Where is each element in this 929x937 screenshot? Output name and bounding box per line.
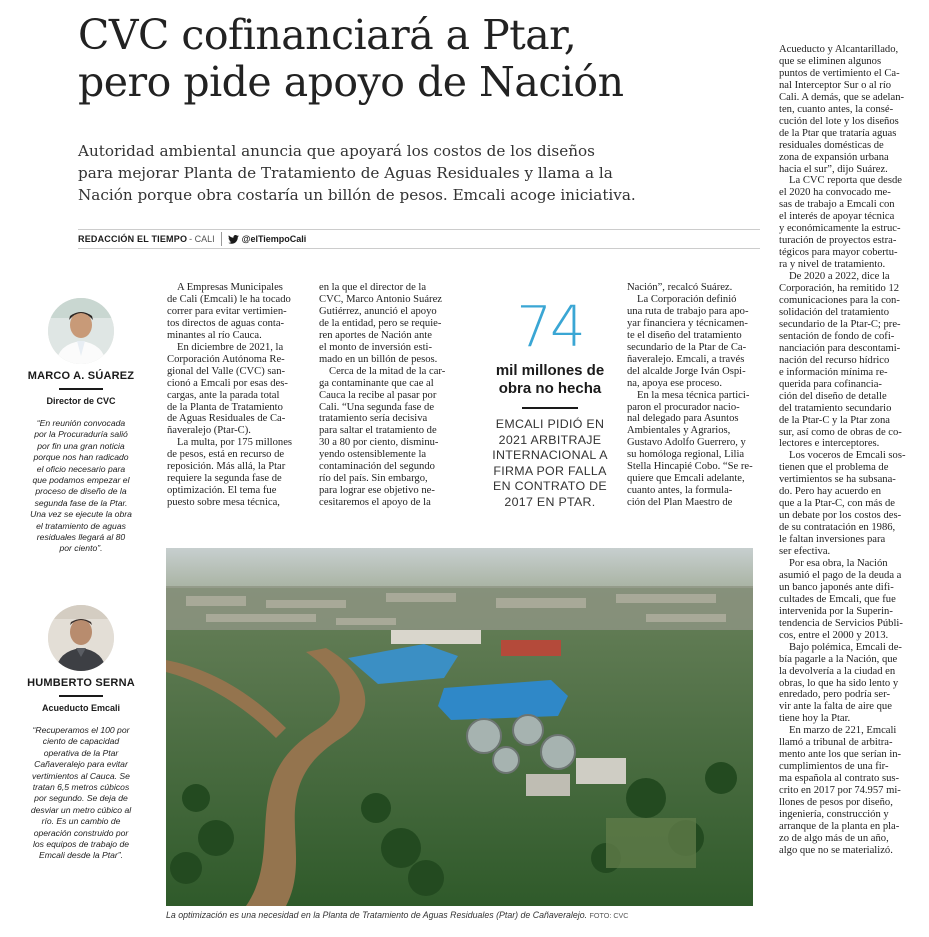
article-line: ga contaminante que cae al	[319, 377, 434, 389]
quote-line: ciento de capacidad	[42, 736, 120, 747]
article-line: de pesos, está en recurso de	[167, 449, 285, 461]
quote-line: “Recuperamos el 100 por	[32, 725, 130, 735]
article-line: cionó a Emcali por esas des-	[167, 377, 288, 389]
stat-unit	[484, 362, 616, 398]
stat-desc-line: INTERNACIONAL A	[492, 448, 608, 462]
article-line: río del país. Sin embargo,	[319, 473, 428, 485]
article-line: del alcalde Jorge Iván Ospi-	[627, 365, 746, 377]
article-line: zo de algo más de un año,	[779, 832, 889, 844]
article-line: tratamiento sería decisiva	[319, 413, 428, 425]
byline-twitter[interactable]	[228, 234, 307, 244]
article-line: yar financiera y técnicamen-	[627, 317, 748, 329]
profile-divider	[59, 388, 103, 390]
byline	[78, 229, 760, 249]
profile-quote	[12, 418, 150, 555]
article-line: te el diseño del tratamiento	[627, 329, 742, 341]
article-line: mento ante los que serían in-	[779, 749, 902, 761]
article-line: cución del lote y los diseños	[779, 115, 899, 127]
article-line: obras, lo que ha sido lento y	[779, 677, 899, 689]
article-line: asumió el pago de la deuda a	[779, 569, 902, 581]
quote-line: desviar un metro cúbico al	[30, 804, 132, 815]
headline-line-2: pero pide apoyo de Nación	[78, 58, 624, 106]
quote-line: segunda fase de la Ptar.	[34, 497, 128, 508]
profile-card-1	[12, 298, 150, 555]
article-line: Bajo polémica, Emcali de-	[789, 641, 902, 653]
profile-quote	[12, 725, 150, 862]
article-line: que se eliminen algunos	[779, 55, 882, 67]
photo-credit: FOTO: CVC	[589, 911, 629, 920]
article-line: crito en 2017 por 74.957 mi-	[779, 785, 901, 797]
article-line: en la que el director de la	[319, 282, 427, 293]
article-line: ñaveralejo (Ptar-C).	[167, 425, 251, 437]
article-line: una ruta de trabajo para apo-	[627, 305, 749, 317]
stat-divider	[522, 407, 578, 409]
article-line: de la Ptar-C y la Ptar zona	[779, 414, 890, 426]
article-line: del tratamiento secundario	[779, 402, 892, 414]
article-line: yendo ostensiblemente la	[319, 449, 427, 461]
article-line: secundario de la Ptar de Ca-	[627, 341, 747, 353]
article-line: correr para evitar vertimien-	[167, 305, 287, 317]
article-line: cos, entre el 2000 y 2013.	[779, 629, 889, 641]
article-line: le faltan inversiones para	[779, 534, 886, 546]
article-line: el monto de inversión esti-	[319, 341, 432, 353]
article-line: un banco japonés ante difi-	[779, 581, 894, 593]
quote-line: los equipos de trabajo de	[32, 839, 130, 850]
article-column-4	[779, 44, 922, 857]
article-line: Cauca la recibe al pasar por	[319, 389, 437, 401]
byline-city: - CALI	[189, 234, 215, 244]
article-line: Corporación Autónoma Re-	[167, 353, 285, 365]
stat-desc-line: EMCALI PIDIÓ EN	[495, 417, 605, 431]
article-line: de la Ptar que trataría aguas	[779, 127, 897, 139]
article-line: ma española al contrato sus-	[779, 773, 900, 785]
article-line: La CVC reporta que desde	[789, 175, 902, 187]
article-line: hacia el sur”, dijo Suárez.	[779, 163, 888, 175]
article-line: ñaveralejo. Emcali, a través	[627, 353, 745, 365]
caption-text: La optimización es una necesidad en la Planta de Tratamiento de Aguas Residuales (Ptar) de Cañaveralejo.	[166, 910, 588, 920]
quote-line: Emcali desde la Ptar”.	[38, 850, 124, 861]
byline-agency: REDACCIÓN EL TIEMPO	[78, 234, 188, 244]
lead-line-1: Autoridad ambiental anuncia que apoyará los costos de los diseños	[78, 142, 595, 160]
article-line: residuales domésticas de	[779, 139, 884, 151]
article-line: de Aguas Residuales de Ca-	[167, 413, 286, 425]
twitter-icon	[228, 235, 239, 244]
stat-unit-line: mil millones de	[495, 362, 605, 379]
article-line: Ambientales y Agrarios,	[627, 425, 731, 437]
article-line: lectores e interceptores.	[779, 438, 880, 450]
article-line: Corporación, ha remitido 12	[779, 283, 900, 295]
quote-line: Una vez se ejecute la obra	[30, 509, 132, 520]
article-line: vir ante la falta de aire que	[779, 701, 892, 713]
quote-line: operativa de la Ptar	[43, 747, 119, 758]
profile-name: HUMBERTO SERNA	[27, 677, 135, 689]
article-line: ra y nivel de tratamiento.	[779, 259, 886, 271]
article-line: cultades de Emcali, que fue	[779, 593, 896, 605]
quote-line: por ciento”.	[59, 543, 103, 554]
avatar	[48, 298, 114, 364]
article-line: nal delegado para Asuntos	[627, 413, 739, 425]
profile-role: Acueducto Emcali	[41, 703, 121, 713]
article-line: nanciación para descontami-	[779, 342, 901, 354]
byline-divider	[221, 232, 222, 246]
article-line: nal Interceptor Sur o al río	[779, 79, 892, 91]
article-line: ción del Plan Maestro de	[627, 497, 733, 509]
article-line: sur, así como de obras de co-	[779, 426, 902, 438]
article-line: cumplimientos de una fir-	[779, 761, 889, 773]
article-line: ingeniería, construcción y	[779, 809, 889, 820]
article-line: y económicamente la estruc-	[779, 223, 901, 235]
article-line: quiere que Emcali adelante,	[627, 473, 745, 485]
article-line: En marzo de 221, Emcali	[789, 725, 897, 737]
article-line: mado en un billón de pesos.	[319, 353, 438, 365]
article-line: la devolvería a la ciudad en	[779, 665, 896, 677]
profile-card-2	[12, 605, 150, 862]
article-line: enredado, pero podría ser-	[779, 689, 890, 701]
avatar	[48, 605, 114, 671]
profile-divider	[59, 695, 103, 697]
lead-line-2: para mejorar Planta de Tratamiento de Aguas Residuales y llama a la	[78, 164, 613, 182]
lead-line-3: Nación porque obra costaría un billón de pesos. Emcali acoge iniciativa.	[78, 186, 636, 204]
article-line: sas de trabajo a Emcali con	[779, 199, 895, 211]
article-line: el 2020 ha convocado me-	[779, 187, 891, 199]
quote-line: vertimientos al Cauca. Se	[32, 770, 130, 781]
article-line: de su contratación en 1986,	[779, 522, 896, 534]
quote-line: porque nos han radicado	[33, 452, 129, 463]
quote-line: el oficio necesario para	[36, 463, 126, 474]
article-line: de Cali (Emcali) le ha tocado	[167, 293, 291, 305]
article-line: tendencia de Servicios Públi-	[779, 617, 903, 629]
article-line: na, apoya ese proceso.	[627, 377, 723, 389]
stat-number: 74	[516, 295, 584, 360]
article-line: La multa, por 175 millones	[177, 437, 293, 449]
twitter-handle: @elTiempoCali	[241, 234, 307, 244]
article-line: querida para cofinancia-	[779, 378, 882, 390]
article-column-1	[167, 282, 310, 509]
article-line: 30 a 80 por ciento, disminu-	[319, 437, 439, 449]
article-line: paron el procurador nacio-	[627, 401, 740, 413]
stat-description	[484, 417, 616, 510]
stat-desc-line: FIRMA POR FALLA	[493, 463, 607, 478]
article-line: Gutiérrez, anunció el apoyo	[319, 305, 437, 317]
article-line: comunicaciones para la con-	[779, 295, 900, 307]
article-line: el interés de apoyar técnica	[779, 211, 895, 223]
article-line: En la mesa técnica partici-	[637, 389, 750, 401]
article-line: e información mínima re-	[779, 366, 888, 378]
stat-callout	[484, 295, 616, 510]
article-line: turación de proyectos estra-	[779, 235, 897, 247]
article-line: contaminación del segundo	[319, 461, 435, 473]
article-line: reposición. Más allá, la Ptar	[167, 461, 286, 473]
article-line: tégicos para mayor cobertu-	[779, 247, 898, 259]
article-line: A Empresas Municipales	[177, 282, 283, 293]
article-column-2	[319, 282, 462, 509]
article-line: sentación de fondo de cofi-	[779, 330, 895, 342]
article-line: ren aportes de Nación ante	[319, 329, 432, 341]
article-line: En diciembre de 2021, la	[177, 341, 284, 353]
article-line: intervenida por la Superin-	[779, 605, 893, 617]
quote-line: Cañaveralejo para evitar	[34, 759, 128, 770]
article-line: De 2020 a 2022, dice la	[789, 271, 890, 283]
article-line: bía pagarle a la Nación, que	[779, 653, 898, 665]
article-line: tos directos de aguas conta-	[167, 317, 285, 329]
article-line: CVC, Marco Antonio Suárez	[319, 293, 442, 305]
article-line: cesitaremos el apoyo de la	[319, 497, 431, 509]
quote-line: tratan 6,5 metros cúbicos	[32, 782, 130, 793]
article-line: Los voceros de Emcali sos-	[789, 450, 906, 462]
article-line: gional del Valle (CVC) san-	[167, 365, 286, 377]
article-line: Acueducto y Alcantarillado,	[779, 44, 899, 55]
quote-line: que podamos empezar el	[32, 475, 130, 486]
article-line: solidación del tratamiento	[779, 306, 890, 318]
lead-paragraph	[78, 140, 758, 206]
stat-unit-line: obra no hecha	[498, 380, 602, 397]
article-line: para saltar el tratamiento de	[319, 425, 437, 437]
article-line: arranque de la planta en pla-	[779, 820, 900, 832]
photo-caption	[166, 910, 629, 920]
article-line: puntos de vertimiento el Ca-	[779, 67, 900, 79]
article-line: do. Pero hay acuerdo en	[779, 486, 882, 498]
article-line: Cerca de la mitad de la car-	[329, 365, 446, 377]
article-line: zona de expansión urbana	[779, 151, 889, 163]
headline	[78, 12, 758, 106]
article-line: secundario de la Ptar-C; pre-	[779, 318, 901, 330]
article-line: Cali. “Una segunda fase de	[319, 401, 435, 413]
stat-desc-line: 2017 EN PTAR.	[504, 494, 596, 509]
article-line: Gustavo Adolfo Guerrero, y	[627, 437, 746, 449]
article-line: ser efectiva.	[779, 546, 831, 558]
article-line: llamó a tribunal de arbitra-	[779, 737, 893, 749]
quote-line: operación construido por	[33, 827, 129, 838]
aerial-photo-treatment-plant	[166, 548, 753, 906]
article-column-3	[627, 282, 770, 509]
article-line: cuanto antes, la formula-	[627, 485, 733, 497]
profile-role: Director de CVC	[46, 396, 116, 406]
article-line: optimización. El tema fue	[167, 485, 277, 497]
quote-line: por segundo. Se deja de	[34, 793, 128, 804]
article-line: minantes al río Cauca.	[167, 329, 262, 341]
article-line: cargas, ante la parada total	[167, 389, 280, 401]
quote-line: río. Es un cambio de	[41, 816, 121, 827]
stat-desc-line: 2021 ARBITRAJE	[498, 432, 602, 447]
article-line: para lograr ese objetivo ne-	[319, 485, 435, 497]
article-line: Cali. A demás, que se adelan-	[779, 91, 905, 103]
article-line: Por esa obra, la Nación	[789, 557, 888, 569]
article-line: que a la Ptar-C, con más de	[779, 498, 895, 510]
article-line: ción del diseño de detalle	[779, 390, 887, 402]
article-line: requiere la segunda fase de	[167, 473, 282, 485]
quote-line: por la Procuraduría salió	[34, 429, 128, 440]
article-line: nación del recurso hídrico	[779, 354, 890, 366]
quote-line: “En reunión convocada	[36, 418, 126, 428]
article-line: un debate por los costos des-	[779, 510, 902, 522]
article-line: Stella Hincapié Cobo. “Se re-	[627, 461, 753, 473]
article-line: Nación”, recalcó Suárez.	[627, 282, 733, 293]
quote-line: proceso de diseño de la	[35, 486, 127, 497]
article-line: algo que no se materializó.	[779, 844, 893, 856]
quote-line: residuales llegará al 80	[36, 532, 126, 543]
article-line: de la entidad, pero se requie-	[319, 317, 442, 329]
profile-name: MARCO A. SÚAREZ	[27, 370, 135, 382]
headline-line-1: CVC cofinanciará a Ptar,	[78, 11, 577, 59]
article-line: ten, cuanto antes, la consé-	[779, 103, 894, 115]
article-line: su homóloga regional, Lilia	[627, 449, 745, 461]
article-line: llones de pesos por diseño,	[779, 797, 893, 809]
article-line: de la Planta de Tratamiento	[167, 401, 283, 413]
article-line: tiene hoy la Ptar.	[779, 713, 851, 725]
article-line: tienen que el problema de	[779, 462, 889, 474]
quote-line: el tratamiento de aguas	[36, 520, 126, 531]
article-line: La Corporación definió	[637, 293, 737, 305]
article-line: puesto sobre mesa técnica,	[167, 497, 280, 509]
quote-line: por fin una gran noticia	[37, 440, 125, 451]
article-line: vertimientos se ha subsana-	[779, 474, 896, 486]
stat-desc-line: EN CONTRATO DE	[493, 479, 607, 493]
